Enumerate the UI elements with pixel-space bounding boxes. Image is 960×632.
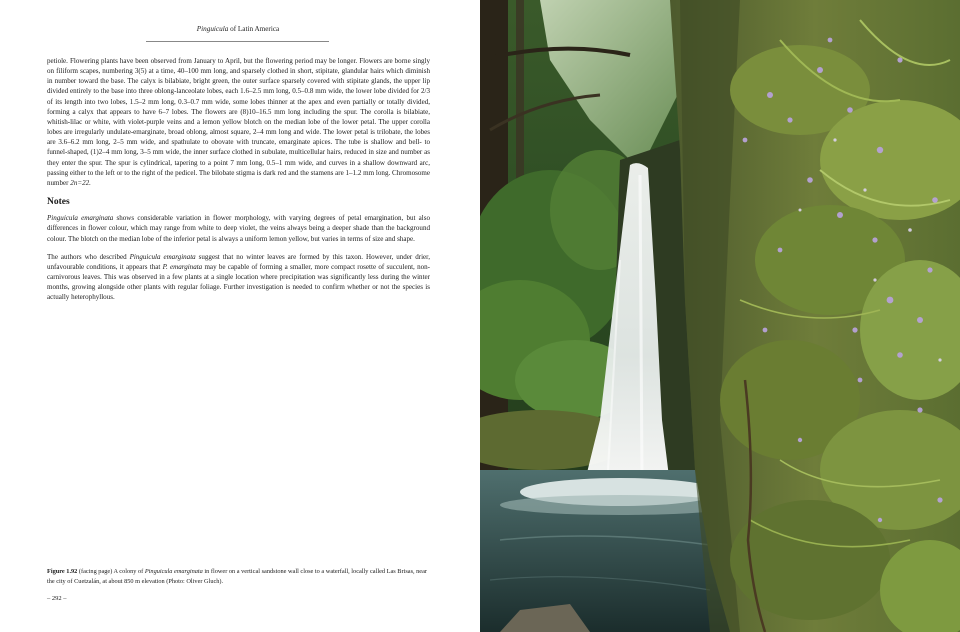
notes-heading: Notes — [47, 197, 70, 208]
body-text — [47, 56, 430, 302]
notes-paragraph-2: The authors who described Pinguicula emarginata suggest that no winter leaves are formed by this taxon. However, under drier, unfavourable conditions, it appears that P. emarginata may be capable of forming a smaller, more compact rosette of succulent, non-carnivorous leaves. This was observed in a few plants at a single location where precipitation was significantly less during the winter months, growing alongside other plants with regular foliage. Further investigation is needed to confirm whether or not the species is actually heterophyllous. — [47, 252, 430, 302]
waterfall-photo — [480, 0, 960, 632]
figure-caption: Figure 1.92 (facing page) A colony of Pinguicula emarginata in flower on a vertical sandstone wall close to a waterfall, locally called Las Brisas, near the city of Cuetzalán, at about 850 m elevation (Photo: Oliver Gluch). — [47, 568, 427, 585]
running-head — [148, 25, 328, 33]
description-paragraph: petiole. Flowering plants have been observed from January to April, but the flowering period may be longer. Flowers are borne singly on filiform scapes, numbering 3(5) at a time, 40–100 mm long, and sparsely clothed in short, stipitate, glandular hairs which diminish in number toward the base. The calyx is bilabiate, bright green, the outer surface sparsely covered with stipitate glands, the upper lip divided entirely to the base into three oblong-lanceolate lobes, each 1.6–2.5 mm long, 0.5–0.8 mm wide, the lower lobe divided for 2/3 of its length into two lobes, 1.5–2 mm long, 0.3–0.7 mm wide, some lobes thinner at the apex and even partially or totally divided, forming a calyx that appears to have 6–7 lobes. The flowers are (8)10–16.5 mm long including the spur. The corolla is bilabiate, whitish-lilac or white, with violet-purple veins and a lemon yellow blotch on the median lobe of the lower petal. The upper corolla lobes are irregularly undulate-emarginate, broad oblong, almost square, 2–4 mm long and wide. The lower petal is trilobate, the lobes are 3.6–6.2 mm long, 2–5 mm wide, and spathulate to obovate with truncate, emarginate apices. The tube is shallow and bell- to funnel-shaped, (1)2–4 mm long, 3–5 mm wide, the inner surface clothed in subulate, multicellular hairs, reduced in size and number as they enter the spur. The spur is cylindrical, tapering to a point 7 mm long, 0.5–1 mm wide, and curves in a shallow downward arc, passing either to the left or to the right of the pedicel. The bilobate stigma is dark red and the stamens are 1–1.2 mm long. Chromosome number 2n=22. — [47, 57, 430, 187]
waterfall-photo-illustration — [480, 0, 960, 632]
running-head-genus: Pinguicula — [196, 25, 229, 33]
notes-paragraph-1: Pinguicula emarginata shows considerable variation in flower morphology, with varying degrees of petal emargination, but also differences in flower colour, which may range from white to deep violet, the veins always being a deeper shade than the background colour. The blotch on the median lobe of the inferior petal is always a uniform lemon yellow, but varies in terms of size and shape. — [47, 214, 431, 243]
figure-label: Figure 1.92 — [47, 568, 78, 575]
chromosome-number: 2n=22. — [70, 178, 91, 187]
running-head-rest: of Latin America — [228, 25, 280, 33]
header-rule — [146, 41, 329, 42]
page-number: – 292 – — [47, 595, 67, 602]
